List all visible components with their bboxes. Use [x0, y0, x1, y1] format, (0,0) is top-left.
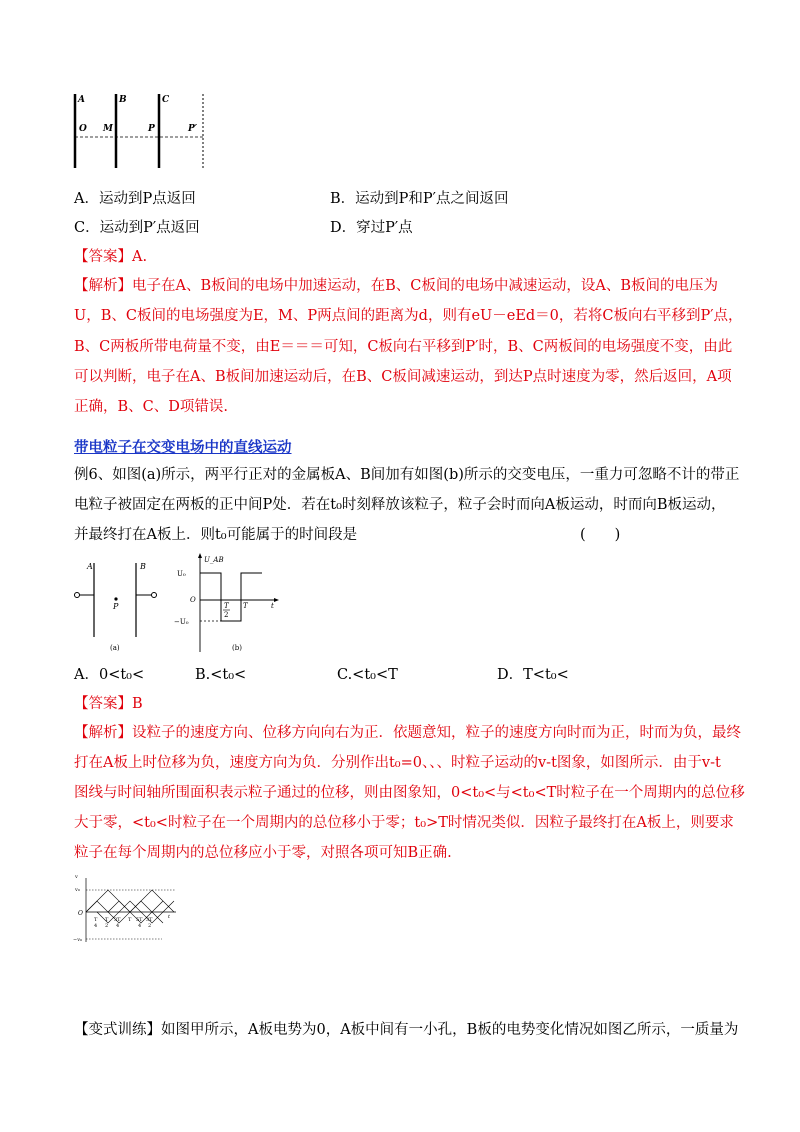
tick-4: 4 — [116, 923, 120, 929]
q6-analysis-line: 打在A板上时位移为负，速度方向为负．分别作出t₀=0、、、时粒子运动的v-t图象，如图所示．由于v-t — [74, 755, 721, 771]
label-o: O — [79, 124, 87, 134]
q6-answer: 【答案】B — [74, 696, 143, 712]
label-p: P — [148, 124, 155, 134]
label-uab: U_AB — [204, 556, 224, 564]
q6-analysis-line: 大于零，<t₀<时粒子在一个周期内的总位移小于零；t₀>T时情况类似．因粒子最终打在A板上，则要求 — [74, 815, 734, 831]
tick-t: T — [128, 917, 132, 923]
label-m: M — [103, 124, 113, 134]
label-a: A — [87, 562, 93, 571]
q5-analysis-line: 可以判断，电子在A、B板间加速运动后，在B、C板间减速运动，到达P点时速度为零，然后返回，A项 — [74, 369, 732, 385]
circuit-figure-a — [70, 555, 170, 655]
particle-p — [114, 597, 117, 600]
q6-analysis-line: 【解析】设粒子的速度方向、位移方向向右为正．依题意知，粒子的速度方向时而为正，时而为负，最终 — [74, 725, 741, 741]
q5-analysis-line: U，B、C板间的电场强度为E，M、P两点间的距离为d，则有eU－eEd＝0，若将C板向右平移到P′点， — [74, 308, 743, 324]
q6-option-a: A．0<t₀< — [74, 667, 145, 683]
q6-analysis-line: 图线与时间轴所围面积表示粒子通过的位移，则由图象知，0<t₀<与<t₀<T时粒子在一个周期内的总位移 — [74, 785, 745, 801]
q5-analysis-line: 【解析】电子在A、B板间的电场中加速运动，在B、C板间的电场中减速运动，设A、B板间的电压为 — [74, 278, 719, 294]
tick-2: 2 — [148, 923, 152, 929]
q5-analysis-line: B、C两板所带电荷量不变，由E＝＝＝可知，C板向右平移到P′时，B、C两板间的电场强度不变，由此 — [74, 339, 733, 355]
vt-graph — [72, 872, 182, 944]
terminal-left — [75, 593, 80, 598]
q6-analysis-line: 粒子在每个周期内的总位移应小于零，对照各项可知B正确. — [74, 845, 452, 861]
label-time: t — [271, 602, 274, 610]
label-b: B — [119, 95, 127, 105]
variant-training: 【变式训练】如图甲所示，A板电势为0，A板中间有一小孔，B板的电势变化情况如图乙所示，一质量为 — [74, 1022, 739, 1038]
label-c: C — [162, 95, 170, 105]
label-v0: v₀ — [75, 887, 80, 893]
tick-4: 4 — [138, 923, 142, 929]
label-b: B — [140, 562, 146, 571]
answer-bracket: ( ) — [580, 527, 621, 543]
plates-figure — [68, 90, 218, 170]
x-arrow — [274, 598, 279, 602]
label-neg-u0: −U₀ — [174, 618, 189, 626]
section-title: 带电粒子在交变电场中的直线运动 — [74, 439, 292, 456]
label-origin: O — [190, 596, 196, 604]
q5-option-b: B．运动到P和P′点之间返回 — [330, 191, 509, 207]
tick-3t: 3T — [114, 917, 121, 923]
q5-analysis-line: 正确，B、C、D项错误. — [74, 399, 228, 415]
example6-line: 例6、如图(a)所示，两平行正对的金属板A、B间加有如图(b)所示的交变电压，一重力可忽略不计的带正 — [74, 467, 740, 483]
tick-5t: 5T — [136, 917, 143, 923]
label-neg-v0: −v₀ — [73, 937, 83, 943]
caption-a: (a) — [110, 644, 120, 652]
q5-option-c: C．运动到P′点返回 — [74, 220, 200, 236]
label-v: v — [75, 874, 78, 880]
tick-t: T — [94, 917, 98, 923]
label-origin: O — [78, 910, 83, 917]
label-a: A — [78, 95, 85, 105]
tick-4: 4 — [94, 923, 98, 929]
q5-answer: 【答案】A. — [74, 249, 148, 265]
label-u0: U₀ — [177, 570, 186, 578]
label-p: P — [113, 602, 119, 611]
tick-3t: 3T — [146, 917, 153, 923]
tick-t: T — [105, 917, 109, 923]
example6-line: 并最终打在A板上．则t₀可能属于的时间段是 — [74, 527, 358, 543]
y-arrow — [198, 553, 202, 558]
q6-option-c: C.<t₀<T — [337, 667, 398, 683]
tick-2: 2 — [105, 923, 109, 929]
example6-line: 电粒子被固定在两板的正中间P处．若在t₀时刻释放该粒子，粒子会时而向A板运动，时而向B板运动， — [74, 497, 726, 513]
q5-option-d: D．穿过P′点 — [330, 220, 413, 236]
label-t: T — [243, 602, 248, 610]
q6-option-d: D．T<t₀< — [497, 667, 569, 683]
voltage-wave — [200, 573, 262, 621]
caption-b: (b) — [232, 644, 242, 652]
label-p-prime: P′ — [188, 124, 198, 134]
voltage-graph-b — [172, 550, 287, 655]
label-t-axis: t — [168, 914, 171, 920]
q5-option-a: A．运动到P点返回 — [74, 191, 196, 207]
terminal-right — [152, 593, 157, 598]
q6-option-b: B.<t₀< — [195, 667, 247, 683]
label-t-half-num: T — [224, 602, 229, 610]
label-t-half-den: 2 — [224, 611, 229, 619]
